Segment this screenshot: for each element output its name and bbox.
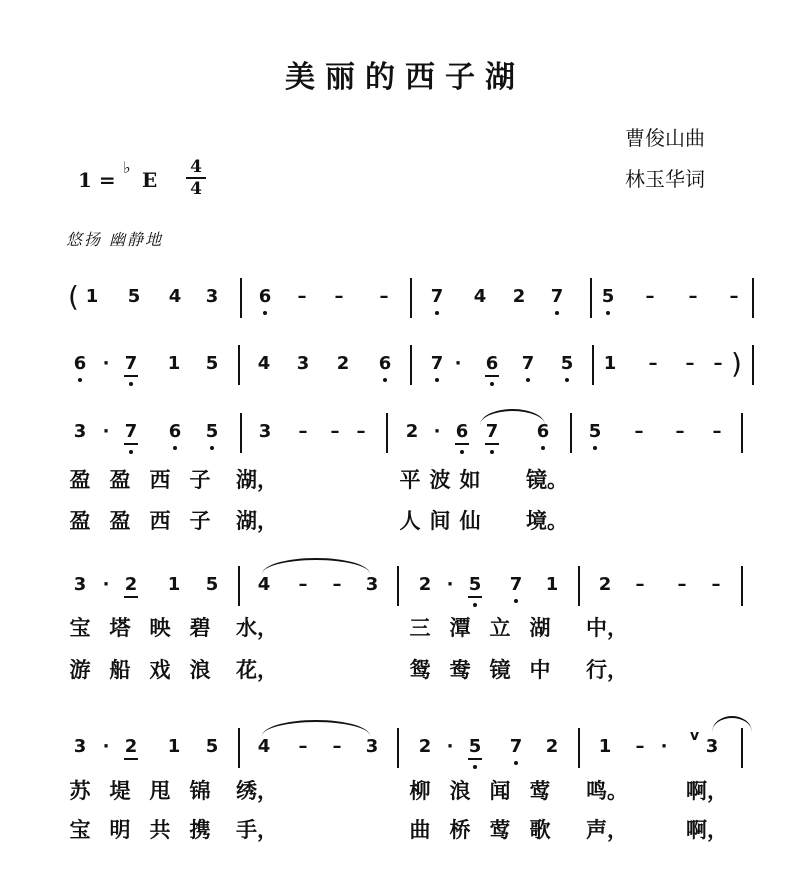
note: 5 [202, 421, 222, 443]
lyric-syllable: 戏 [149, 657, 171, 682]
note: 7 [427, 353, 447, 375]
lyric-syllable: 间 [429, 508, 451, 533]
note: 1 [603, 353, 617, 374]
dash-note: – [729, 286, 739, 307]
dash-note: – [297, 286, 307, 307]
composer-credit: 曹俊山曲 [625, 126, 705, 150]
note: 5 [127, 286, 141, 307]
note: 5 [205, 353, 219, 374]
lyric-syllable: 柳 [409, 778, 431, 803]
lyric-syllable: 波 [429, 467, 451, 492]
lyric-syllable: 船 [109, 657, 131, 682]
dash-note: – [712, 421, 722, 442]
lyric-syllable: 莺 [489, 817, 511, 842]
score-row [0, 566, 810, 612]
note: 3 [296, 353, 310, 374]
note: 1 [545, 574, 559, 595]
barline [410, 278, 412, 318]
lyric-syllable: 仙 [459, 508, 481, 533]
key-equals: = [98, 168, 116, 192]
lyric-line [0, 503, 810, 537]
note: 2 [418, 736, 432, 757]
lyric-syllable: 湖， [236, 508, 278, 533]
note: 1 [85, 286, 99, 307]
note: 7 [482, 421, 502, 443]
barline [397, 566, 399, 606]
lyric-syllable: 中 [529, 657, 551, 682]
lyric-syllable: 明 [109, 817, 131, 842]
note: 6 [533, 421, 553, 443]
barline [238, 566, 240, 606]
barline [238, 345, 240, 385]
lyric-syllable: 子 [189, 508, 211, 533]
time-denominator: 4 [190, 179, 202, 199]
note: 1 [598, 736, 612, 757]
repeat-parenthesis: ( [68, 280, 79, 313]
note: 3 [258, 421, 272, 442]
note: 5 [598, 286, 618, 308]
lyric-syllable: 游 [69, 657, 91, 682]
lyric-syllable: 子 [189, 467, 211, 492]
lyric-syllable: 浪 [449, 778, 471, 803]
dash-note: – [675, 421, 685, 442]
lyric-syllable: 鸯 [449, 657, 471, 682]
note: 1 [167, 736, 181, 757]
dash-note: – [379, 286, 389, 307]
note: 2 [598, 574, 612, 595]
lyric-syllable: 甩 [149, 778, 171, 803]
note: 4 [257, 736, 271, 757]
barline [752, 345, 754, 385]
dash-note: – [677, 574, 687, 595]
barline [240, 278, 242, 318]
lyric-syllable: 鸣。 [586, 778, 628, 803]
note: 7 [547, 286, 567, 308]
lyric-syllable: 西 [149, 467, 171, 492]
score-row [0, 278, 810, 324]
note: 6 [452, 421, 472, 443]
lyric-syllable: 鸳 [409, 657, 431, 682]
lyric-syllable: 宝 [69, 615, 91, 640]
note: 7 [121, 421, 141, 443]
lyric-syllable: 共 [149, 817, 171, 842]
note: 5 [465, 574, 485, 596]
note: 5 [465, 736, 485, 758]
note: 4 [257, 574, 271, 595]
barline [578, 728, 580, 768]
lyric-syllable: 声， [586, 817, 628, 842]
lyric-syllable: 莺 [529, 778, 551, 803]
note: 2 [121, 736, 141, 758]
dash-note: – [635, 736, 645, 757]
lyric-syllable: 花， [236, 657, 278, 682]
lyric-syllable: 水， [236, 615, 278, 640]
lyric-syllable: 镜。 [526, 467, 568, 492]
lyric-syllable: 盈 [69, 467, 91, 492]
barline [570, 413, 572, 453]
lyric-syllable: 湖， [236, 467, 278, 492]
note: 6 [255, 286, 275, 308]
lyric-syllable: 苏 [69, 778, 91, 803]
dash-note: – [298, 736, 308, 757]
lyric-syllable: 镜 [489, 657, 511, 682]
time-numerator: 4 [190, 157, 202, 177]
lyric-syllable: 堤 [109, 778, 131, 803]
dash-note: – [634, 421, 644, 442]
lyric-syllable: 桥 [449, 817, 471, 842]
lyricist-credit: 林玉华词 [625, 167, 705, 191]
note: 3 [73, 574, 87, 595]
lyric-line [0, 812, 810, 846]
barline [590, 278, 592, 318]
score-row [0, 345, 810, 391]
dot-extension: · [454, 353, 462, 374]
score-row [0, 728, 810, 774]
dash-note: – [685, 353, 695, 374]
note: 5 [585, 421, 605, 443]
note: 6 [482, 353, 502, 375]
slur [262, 558, 370, 574]
song-title: 美丽的西子湖 [285, 60, 525, 95]
lyric-syllable: 行， [586, 657, 628, 682]
barline [752, 278, 754, 318]
lyric-syllable: 携 [189, 817, 211, 842]
note: 4 [168, 286, 182, 307]
breath-mark: v [690, 728, 700, 744]
lyric-syllable: 歌 [529, 817, 551, 842]
dot-extension: · [660, 736, 668, 757]
note: 5 [205, 736, 219, 757]
dash-note: – [713, 353, 723, 374]
dash-note: – [332, 736, 342, 757]
lyric-syllable: 西 [149, 508, 171, 533]
lyric-syllable: 三 [409, 615, 431, 640]
dash-note: – [648, 353, 658, 374]
note: 5 [205, 574, 219, 595]
barline [578, 566, 580, 606]
lyric-syllable: 湖 [529, 615, 551, 640]
lyric-syllable: 锦 [189, 778, 211, 803]
note: 3 [365, 574, 379, 595]
note: 2 [336, 353, 350, 374]
lyric-syllable: 潭 [449, 615, 471, 640]
note: 5 [557, 353, 577, 375]
note: 2 [418, 574, 432, 595]
lyric-line [0, 610, 810, 644]
note: 6 [375, 353, 395, 375]
lyric-syllable: 绣， [236, 778, 278, 803]
note: 1 [167, 353, 181, 374]
key-name: E [142, 168, 158, 192]
dot-extension: · [446, 736, 454, 757]
dash-note: – [332, 574, 342, 595]
lyric-syllable: 中， [586, 615, 628, 640]
lyric-line [0, 462, 810, 496]
flat-sign: ♭ [123, 158, 131, 177]
lyric-line [0, 773, 810, 807]
key-tonic: 1 [78, 168, 92, 192]
lyric-syllable: 曲 [409, 817, 431, 842]
dot-extension: · [102, 353, 110, 374]
barline [741, 728, 743, 768]
lyric-syllable: 如 [459, 467, 481, 492]
lyric-syllable: 啊， [686, 778, 728, 803]
note: 4 [473, 286, 487, 307]
dot-extension: · [102, 574, 110, 595]
note: 2 [512, 286, 526, 307]
note: 7 [518, 353, 538, 375]
lyric-syllable: 盈 [69, 508, 91, 533]
note: 3 [205, 286, 219, 307]
lyric-syllable: 映 [149, 615, 171, 640]
note: 3 [705, 736, 719, 757]
lyric-syllable: 平 [399, 467, 421, 492]
note: 7 [506, 736, 526, 758]
dash-note: – [688, 286, 698, 307]
dash-note: – [356, 421, 366, 442]
note: 2 [545, 736, 559, 757]
slur [262, 720, 370, 736]
lyric-syllable: 境。 [526, 508, 568, 533]
note: 7 [121, 353, 141, 375]
note: 2 [405, 421, 419, 442]
lyric-syllable: 碧 [189, 615, 211, 640]
note: 7 [506, 574, 526, 596]
dash-note: – [645, 286, 655, 307]
time-signature [186, 158, 206, 198]
slur [712, 716, 752, 732]
lyric-syllable: 浪 [189, 657, 211, 682]
lyric-line [0, 652, 810, 686]
lyric-syllable: 塔 [109, 615, 131, 640]
barline [238, 728, 240, 768]
note: 6 [165, 421, 185, 443]
repeat-parenthesis: ) [731, 347, 742, 380]
note: 3 [73, 736, 87, 757]
lyric-syllable: 盈 [109, 467, 131, 492]
dot-extension: · [446, 574, 454, 595]
note: 3 [365, 736, 379, 757]
dot-extension: · [102, 421, 110, 442]
barline [386, 413, 388, 453]
dash-note: – [298, 574, 308, 595]
barline [240, 413, 242, 453]
note: 4 [257, 353, 271, 374]
dash-note: – [298, 421, 308, 442]
lyric-syllable: 闻 [489, 778, 511, 803]
dash-note: – [330, 421, 340, 442]
dot-extension: · [102, 736, 110, 757]
note: 3 [73, 421, 87, 442]
lyric-syllable: 人 [399, 508, 421, 533]
lyric-syllable: 立 [489, 615, 511, 640]
slur [480, 409, 545, 425]
dash-note: – [711, 574, 721, 595]
note: 6 [70, 353, 90, 375]
lyric-syllable: 宝 [69, 817, 91, 842]
score-row [0, 413, 810, 459]
lyric-syllable: 手， [236, 817, 278, 842]
barline [741, 413, 743, 453]
barline [741, 566, 743, 606]
barline [592, 345, 594, 385]
barline [397, 728, 399, 768]
tempo-marking: 悠扬 幽静地 [66, 230, 164, 249]
barline [410, 345, 412, 385]
note: 7 [427, 286, 447, 308]
dash-note: – [635, 574, 645, 595]
lyric-syllable: 盈 [109, 508, 131, 533]
dot-extension: · [433, 421, 441, 442]
note: 1 [167, 574, 181, 595]
note: 2 [121, 574, 141, 596]
dash-note: – [334, 286, 344, 307]
lyric-syllable: 啊， [686, 817, 728, 842]
